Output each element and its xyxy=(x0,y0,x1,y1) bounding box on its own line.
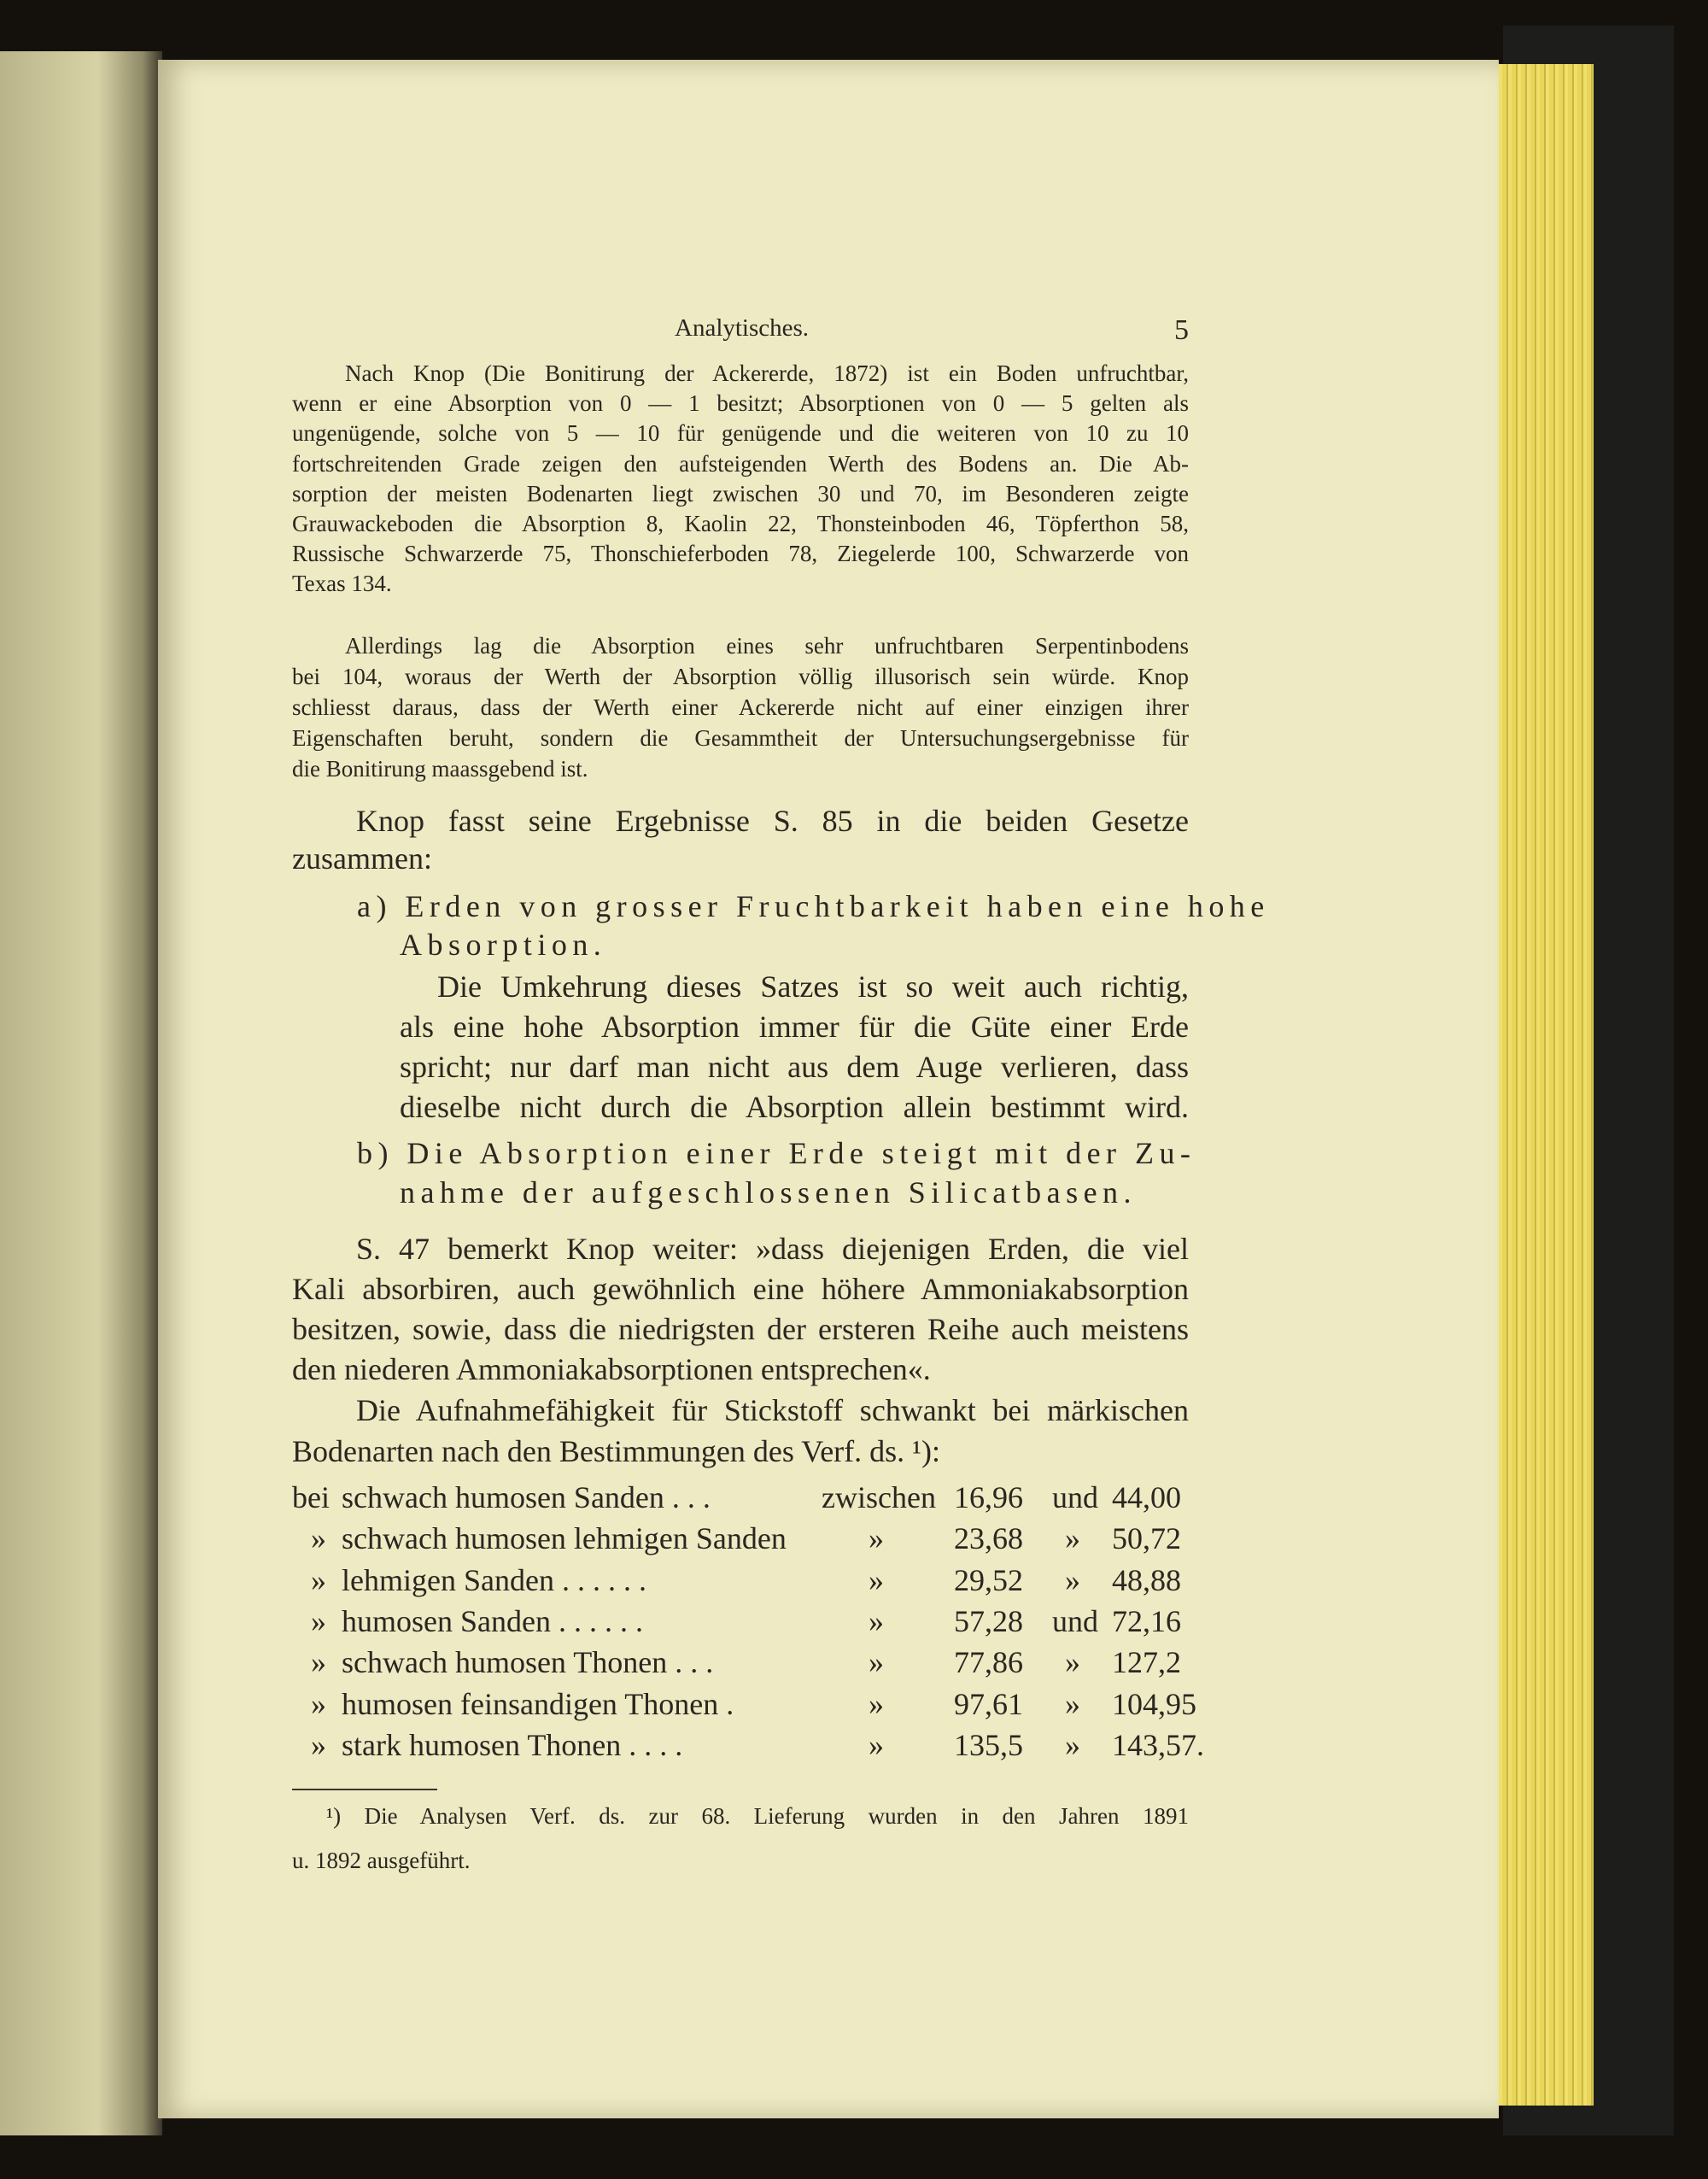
cell-high: 72,16 xyxy=(1112,1603,1181,1638)
para2-line: Allerdings lag die Absorption eines sehr unfruchtbaren Serpentinbodens xyxy=(345,633,1189,659)
cell-low: 97,61 xyxy=(954,1686,1023,1721)
cell-prefix: » xyxy=(311,1645,326,1680)
cell-low: 23,68 xyxy=(954,1521,1023,1556)
footnote-line: ¹) Die Analysen Verf. ds. zur 68. Lieferung wurden in den Jahren 1891 xyxy=(326,1803,1189,1829)
law-a-comment-line: als eine hohe Absorption immer für die Güte einer Erde xyxy=(400,1010,1189,1044)
para3-line: zusammen: xyxy=(292,841,432,876)
para5-line: Bodenarten nach den Bestimmungen des Verf. ds. ¹): xyxy=(292,1434,940,1468)
cell-word: » xyxy=(869,1562,884,1597)
cell-soil: schwach humosen Thonen . . . xyxy=(342,1645,714,1680)
cell-conj: » xyxy=(1065,1562,1080,1597)
para2-line: bei 104, woraus der Werth der Absorption völlig illusorisch sein würde. Knop xyxy=(292,664,1189,689)
para2-line: schliesst daraus, dass der Werth einer Ackererde nicht auf einer einzigen ihrer xyxy=(292,694,1189,720)
cell-high: 50,72 xyxy=(1112,1521,1181,1556)
cell-conj: » xyxy=(1065,1645,1080,1680)
law-a-line: a) Erden von grosser Fruchtbarkeit haben eine hohe xyxy=(357,889,1270,923)
cell-conj: » xyxy=(1065,1521,1080,1556)
footnote-rule xyxy=(292,1789,437,1790)
cell-prefix: bei xyxy=(292,1480,330,1514)
para1-line: Russische Schwarzerde 75, Thonschieferboden 78, Ziegelerde 100, Schwarzerde von xyxy=(292,541,1189,566)
cell-high: 48,88 xyxy=(1112,1562,1181,1597)
cell-prefix: » xyxy=(311,1727,326,1762)
para1-line: wenn er eine Absorption von 0 — 1 besitzt; Absorptionen von 0 — 5 gelten als xyxy=(292,390,1189,416)
cell-high: 44,00 xyxy=(1112,1480,1181,1514)
cell-prefix: » xyxy=(311,1603,326,1638)
para1-line: ungenügende, solche von 5 — 10 für genügende und die weiteren von 10 zu 10 xyxy=(292,420,1189,446)
cell-word: » xyxy=(869,1727,884,1762)
cell-low: 135,5 xyxy=(954,1727,1023,1762)
cell-soil: schwach humosen Sanden . . . xyxy=(342,1480,711,1514)
para4-line: Kali absorbiren, auch gewöhnlich eine höhere Ammoniakabsorption xyxy=(292,1272,1189,1306)
cell-word: zwischen xyxy=(822,1480,936,1514)
cell-low: 77,86 xyxy=(954,1645,1023,1680)
law-b-line: nahme der aufgeschlossenen Silicatbasen. xyxy=(400,1175,1137,1210)
page-edges xyxy=(1493,64,1594,2106)
footnote-line: u. 1892 ausgeführt. xyxy=(292,1848,471,1873)
cell-low: 29,52 xyxy=(954,1562,1023,1597)
law-a-comment-line: dieselbe nicht durch die Absorption allein bestimmt wird. xyxy=(400,1090,1189,1124)
cell-conj: und xyxy=(1052,1480,1098,1514)
para2-line: die Bonitirung maassgebend ist. xyxy=(292,756,588,782)
law-b-line: b) Die Absorption einer Erde steigt mit der Zu- xyxy=(357,1136,1196,1170)
left-page-edge xyxy=(0,51,162,2135)
para1-line: fortschreitenden Grade zeigen den aufsteigenden Werth des Bodens an. Die Ab- xyxy=(292,451,1189,477)
para4-line: besitzen, sowie, dass die niedrigsten der ersteren Reihe auch meistens xyxy=(292,1312,1189,1346)
para2-line: Eigenschaften beruht, sondern die Gesammtheit der Untersuchungsergebnisse für xyxy=(292,725,1189,751)
cell-soil: stark humosen Thonen . . . . xyxy=(342,1727,683,1762)
cell-word: » xyxy=(869,1645,884,1680)
para1-line: sorption der meisten Bodenarten liegt zwischen 30 und 70, im Besonderen zeigte xyxy=(292,481,1189,507)
cell-low: 16,96 xyxy=(954,1480,1023,1514)
para3-line: Knop fasst seine Ergebnisse S. 85 in die beiden Gesetze xyxy=(356,804,1189,838)
cell-high: 104,95 xyxy=(1112,1686,1196,1721)
page-number: 5 xyxy=(1174,314,1189,346)
cell-soil: schwach humosen lehmigen Sanden xyxy=(342,1521,787,1556)
cell-word: » xyxy=(869,1521,884,1556)
cell-high: 127,2 xyxy=(1112,1645,1181,1680)
para1-line: Grauwackeboden die Absorption 8, Kaolin 22, Thonsteinboden 46, Töpferthon 58, xyxy=(292,511,1189,536)
cell-prefix: » xyxy=(311,1521,326,1556)
para4-line: S. 47 bemerkt Knop weiter: »dass diejenigen Erden, die viel xyxy=(356,1232,1189,1266)
cell-word: » xyxy=(869,1686,884,1721)
running-head: Analytisches. xyxy=(675,314,810,342)
cell-prefix: » xyxy=(311,1562,326,1597)
para1-line: Nach Knop (Die Bonitirung der Ackererde, 1872) ist ein Boden unfruchtbar, xyxy=(345,360,1189,386)
cell-soil: humosen Sanden . . . . . . xyxy=(342,1603,643,1638)
cell-high: 143,57. xyxy=(1112,1727,1204,1762)
cell-word: » xyxy=(869,1603,884,1638)
cell-conj: » xyxy=(1065,1727,1080,1762)
cell-soil: humosen feinsandigen Thonen . xyxy=(342,1686,734,1721)
cell-soil: lehmigen Sanden . . . . . . xyxy=(342,1562,646,1597)
cell-conj: » xyxy=(1065,1686,1080,1721)
para1-line: Texas 134. xyxy=(292,571,392,596)
law-a-line: Absorption. xyxy=(400,928,607,962)
para5-line: Die Aufnahmefähigkeit für Stickstoff schwankt bei märkischen xyxy=(356,1393,1189,1427)
para4-line: den niederen Ammoniakabsorptionen entsprechen«. xyxy=(292,1352,931,1386)
cell-prefix: » xyxy=(311,1686,326,1721)
law-a-comment-line: Die Umkehrung dieses Satzes ist so weit auch richtig, xyxy=(437,969,1189,1004)
cell-low: 57,28 xyxy=(954,1603,1023,1638)
cell-conj: und xyxy=(1052,1603,1098,1638)
law-a-comment-line: spricht; nur darf man nicht aus dem Auge verlieren, dass xyxy=(400,1050,1189,1084)
